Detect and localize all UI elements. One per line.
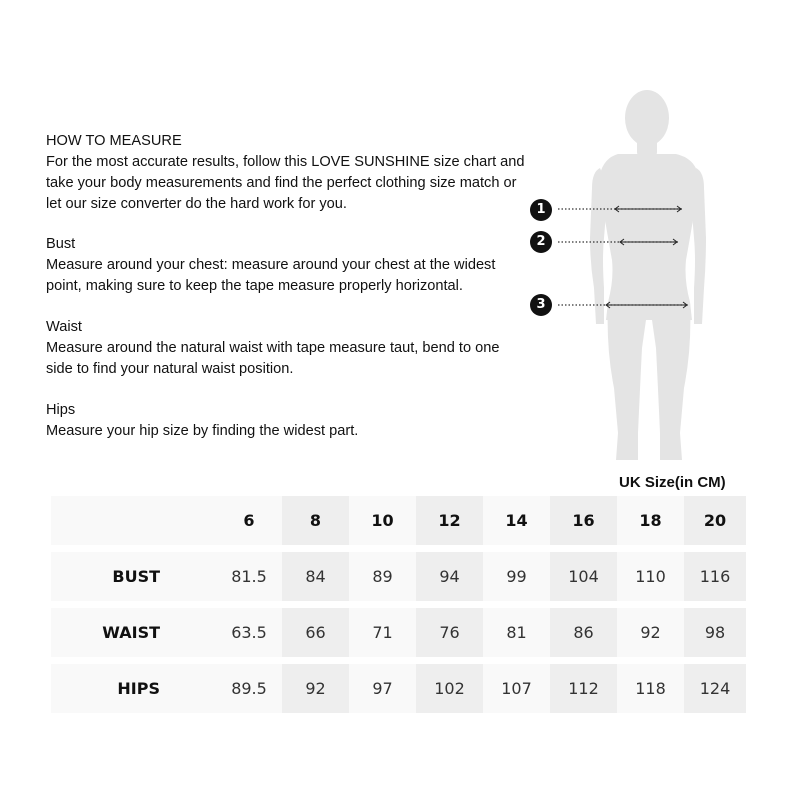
intro-heading: HOW TO MEASURE: [46, 133, 182, 149]
size-cell: 10: [349, 496, 416, 545]
size-cell: 18: [617, 496, 684, 545]
value-cell: 63.5: [216, 608, 282, 657]
row-label: WAIST: [51, 608, 216, 657]
size-cell: 16: [550, 496, 617, 545]
measuring-guide: [46, 131, 526, 462]
table-row-waist: [51, 608, 746, 657]
value-cell: 110: [617, 552, 684, 601]
marker-2: 2: [530, 231, 552, 253]
waist-text: Measure around the natural waist with tape measure taut, bend to one side to find your natural waist position.: [46, 340, 500, 377]
value-cell: 102: [416, 664, 483, 713]
value-cell: 81: [483, 608, 550, 657]
row-label: HIPS: [51, 664, 216, 713]
size-table-unit-title: UK Size(in CM): [619, 474, 726, 491]
value-cell: 84: [282, 552, 349, 601]
value-cell: 116: [684, 552, 746, 601]
intro-section: [46, 131, 526, 215]
value-cell: 98: [684, 608, 746, 657]
hips-text: Measure your hip size by finding the widest part.: [46, 423, 359, 439]
marker-3: 3: [530, 294, 552, 316]
value-cell: 104: [550, 552, 617, 601]
value-cell: 86: [550, 608, 617, 657]
bust-section: [46, 234, 526, 297]
intro-text: For the most accurate results, follow this LOVE SUNSHINE size chart and take your body measurements and find the perfect clothing size match or let our size converter do the hard work for you.: [46, 154, 525, 212]
table-row-hips: [51, 664, 746, 713]
value-cell: 81.5: [216, 552, 282, 601]
size-cell: 14: [483, 496, 550, 545]
value-cell: 107: [483, 664, 550, 713]
row-label: BUST: [51, 552, 216, 601]
marker-1: 1: [530, 199, 552, 221]
value-cell: 71: [349, 608, 416, 657]
bust-text: Measure around your chest: measure around your chest at the widest point, making sure to keep the tape measure properly horizontal.: [46, 257, 496, 294]
waist-heading: Waist: [46, 319, 82, 335]
value-cell: 94: [416, 552, 483, 601]
value-cell: 66: [282, 608, 349, 657]
bust-heading: Bust: [46, 236, 76, 252]
size-cell: 6: [216, 496, 282, 545]
value-cell: 89.5: [216, 664, 282, 713]
size-cell: 12: [416, 496, 483, 545]
value-cell: 118: [617, 664, 684, 713]
value-cell: 92: [617, 608, 684, 657]
value-cell: 112: [550, 664, 617, 713]
body-silhouette-icon: [520, 88, 780, 468]
hips-section: [46, 400, 526, 442]
waist-section: [46, 317, 526, 380]
value-cell: 89: [349, 552, 416, 601]
corner-cell: [51, 496, 216, 545]
hips-heading: Hips: [46, 402, 76, 418]
value-cell: 99: [483, 552, 550, 601]
value-cell: 97: [349, 664, 416, 713]
value-cell: 124: [684, 664, 746, 713]
size-header-row: [51, 496, 746, 545]
table-row-bust: [51, 552, 746, 601]
size-cell: 8: [282, 496, 349, 545]
size-cell: 20: [684, 496, 746, 545]
value-cell: 92: [282, 664, 349, 713]
value-cell: 76: [416, 608, 483, 657]
size-chart-table: [51, 489, 746, 720]
measurement-figure: [520, 88, 780, 468]
